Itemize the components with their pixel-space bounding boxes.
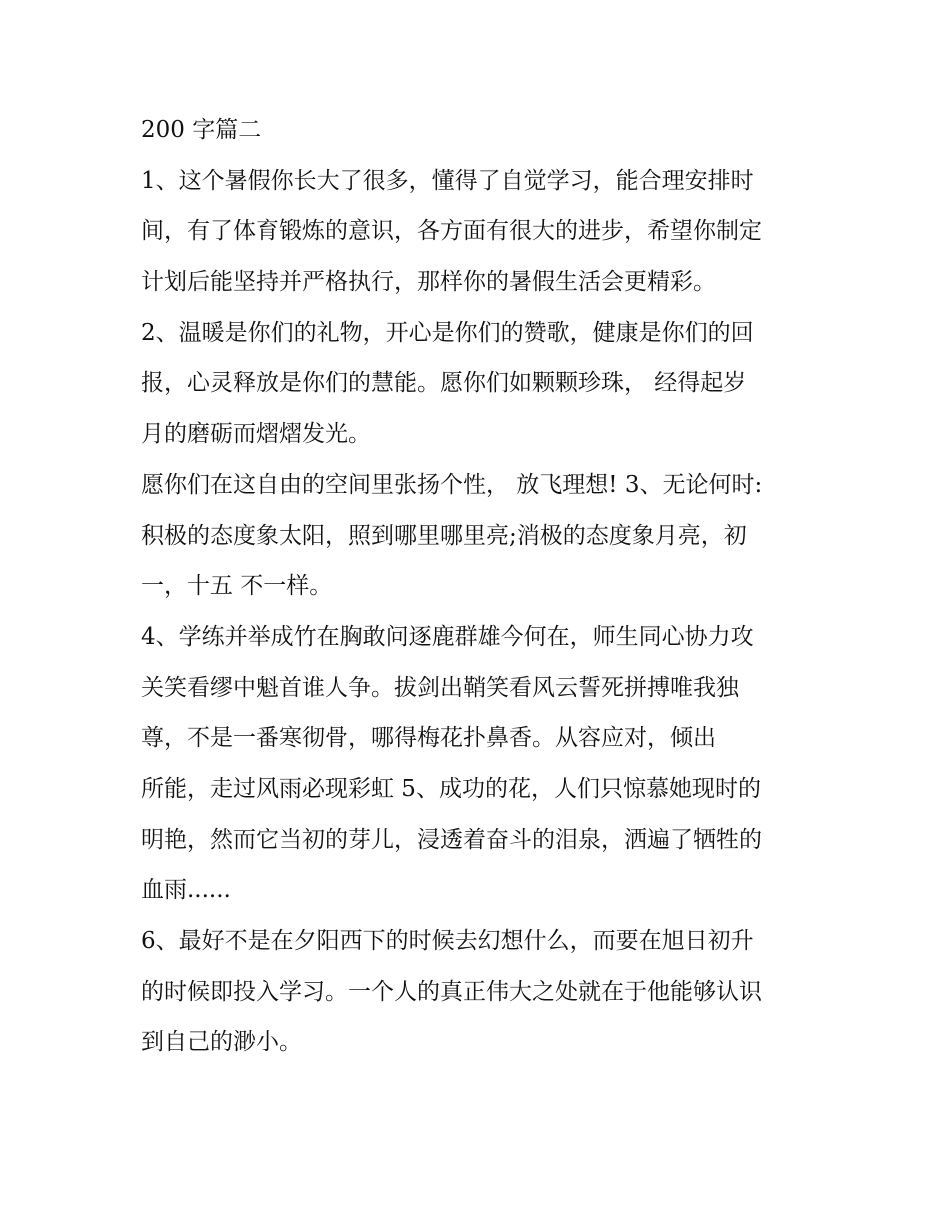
text-line: 月的磨砺而熠熠发光。 (141, 421, 371, 447)
text-line: 积极的态度象太阳，照到哪里哪里亮;消极的态度象月亮，初 (141, 523, 747, 549)
text-line: 尊，不是一番寒彻骨，哪得梅花扑鼻香。从容应对，倾出 (141, 725, 716, 751)
text-line: 愿你们在这自由的空间里张扬个性， 放飞理想! 3、无论何时: (141, 472, 763, 498)
text-line: 的时候即投入学习。一个人的真正伟大之处就在于他能够认识 (141, 979, 762, 1005)
text-line: 一，十五 不一样。 (141, 573, 333, 599)
text-line: 间，有了体育锻炼的意识，各方面有很大的进步，希望你制定 (141, 218, 762, 244)
text-line: 所能，走过风雨必现彩虹 5、成功的花，人们只惊慕她现时的 (141, 776, 761, 802)
text-line: 到自己的渺小。 (141, 1029, 302, 1055)
text-line: 2、温暖是你们的礼物，开心是你们的赞歌，健康是你们的回 (141, 320, 754, 346)
text-line: 血雨...... (141, 877, 231, 903)
text-line: 明艳，然而它当初的芽儿，浸透着奋斗的泪泉，洒遍了牺牲的 (141, 827, 762, 853)
text-line: 4、学练并举成竹在胸敢问逐鹿群雄今何在，师生同心协力攻 (141, 624, 754, 650)
text-line: 关笑看缪中魁首谁人争。拔剑出鞘笑看风云誓死拼搏唯我独 (141, 675, 739, 701)
text-line: 1、这个暑假你长大了很多，懂得了自觉学习，能合理安排时 (141, 168, 754, 194)
text-line: 计划后能坚持并严格执行，那样你的暑假生活会更精彩。 (141, 269, 716, 295)
text-line: 200 字篇二 (141, 117, 262, 143)
text-line: 6、最好不是在夕阳西下的时候去幻想什么，而要在旭日初升 (141, 928, 754, 954)
text-line: 报，心灵释放是你们的慧能。愿你们如颗颗珍珠， 经得起岁 (141, 370, 747, 396)
